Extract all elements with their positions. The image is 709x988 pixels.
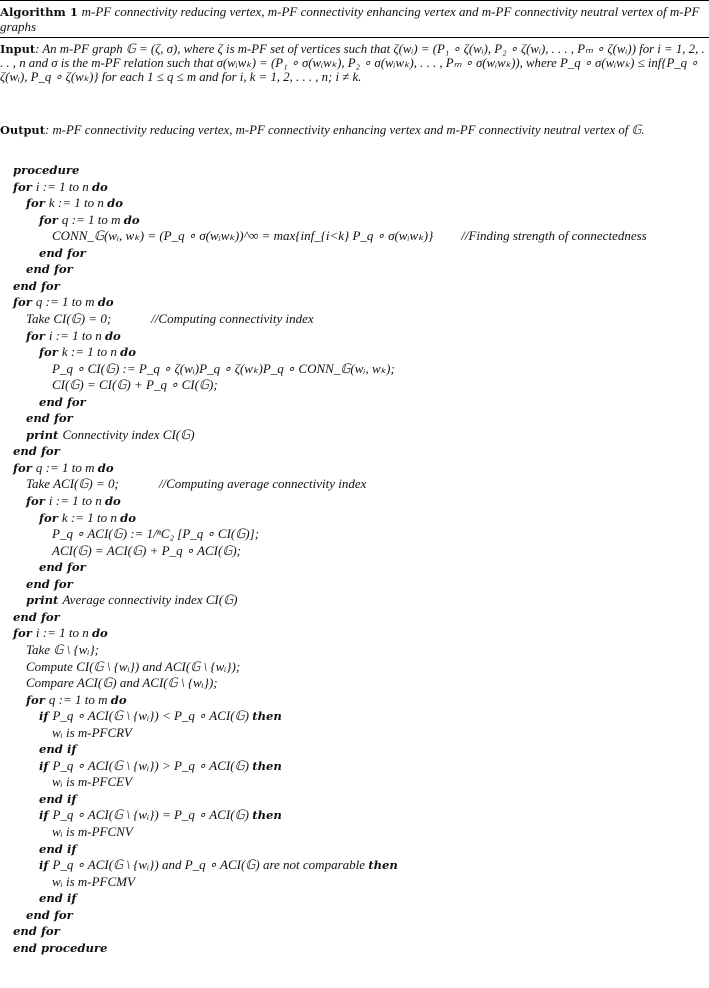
code-text: i := 1 to n	[35, 178, 92, 194]
code-line	[13, 294, 114, 310]
code-line	[13, 609, 60, 625]
caption-rule	[0, 37, 709, 38]
keyword: for	[13, 179, 36, 194]
input-block	[0, 42, 705, 85]
code-line	[39, 857, 398, 873]
code-line	[39, 245, 86, 261]
keyword: print	[26, 427, 63, 442]
code-line	[26, 476, 366, 491]
keyword: if	[39, 758, 53, 773]
output-block	[0, 123, 705, 137]
keyword: do	[91, 179, 108, 194]
keyword: end for	[26, 262, 73, 277]
code-line	[52, 725, 132, 740]
algorithm-label: Algorithm 1	[0, 5, 78, 19]
keyword: for	[26, 494, 49, 508]
keyword: do	[97, 295, 114, 310]
code-line	[26, 261, 73, 277]
keyword: for	[39, 510, 62, 525]
code-line	[13, 923, 60, 939]
keyword: for	[39, 212, 62, 227]
keyword: for	[26, 692, 49, 707]
keyword: end for	[26, 411, 73, 426]
code-text: q := 1 to m	[35, 459, 98, 475]
keyword: for	[13, 295, 36, 310]
code-text: P_q ∘ ACI(𝔾) := 1/ⁿC₂ [P_q ∘ CI(𝔾)];	[52, 526, 260, 542]
code-line	[26, 195, 123, 211]
code-line	[26, 642, 99, 657]
code-text: P_q ∘ CI(𝔾) := P_q ∘ ζ(wᵢ)P_q ∘ ζ(wₖ)P_q ∘ CONN_𝔾(wᵢ, wₖ);	[52, 360, 395, 376]
code-line	[52, 543, 241, 558]
code-line	[52, 526, 259, 541]
keyword: for	[26, 328, 49, 343]
code-text: P_q ∘ ACI(𝔾 \ {wᵢ}) > P_q ∘ ACI(𝔾)	[52, 757, 253, 773]
algorithm-caption	[0, 5, 705, 34]
code-line	[26, 659, 240, 674]
keyword: if	[39, 709, 53, 724]
code-text: i := 1 to n	[48, 327, 105, 343]
keyword: end for	[26, 907, 73, 922]
code-line	[52, 824, 133, 839]
code-line	[39, 394, 86, 410]
keyword: end if	[39, 841, 77, 856]
keyword: end if	[39, 891, 77, 906]
keyword: end for	[13, 444, 60, 459]
keyword: do	[97, 460, 114, 475]
keyword: if	[39, 808, 53, 823]
code-line	[39, 890, 76, 906]
code-line	[26, 427, 195, 443]
code-line	[13, 625, 108, 641]
code-text: k := 1 to n	[48, 195, 108, 211]
keyword: then	[368, 858, 398, 873]
code-line	[13, 940, 107, 956]
code-text: wᵢ is m-PFCRV	[52, 724, 132, 740]
keyword: end if	[39, 742, 77, 757]
code-text: wᵢ is m-PFCEV	[52, 774, 133, 790]
code-line	[13, 460, 114, 476]
code-comment: //Computing average connectivity index	[158, 476, 367, 492]
keyword: then	[252, 808, 282, 823]
code-text: Compute CI(𝔾 \ {wᵢ}) and ACI(𝔾 \ {wᵢ});	[26, 658, 241, 674]
code-line	[39, 559, 86, 575]
keyword: do	[123, 212, 140, 227]
code-line	[26, 493, 121, 509]
keyword: end for	[26, 576, 73, 591]
keyword: print	[26, 593, 63, 608]
code-line	[26, 328, 121, 344]
keyword: end for	[39, 245, 86, 260]
code-line	[39, 791, 76, 807]
code-line	[39, 741, 76, 757]
code-line	[26, 576, 73, 592]
code-text: P_q ∘ ACI(𝔾 \ {wᵢ}) < P_q ∘ ACI(𝔾)	[52, 708, 253, 724]
keyword: end for	[13, 609, 60, 624]
code-text: Compare ACI(𝔾) and ACI(𝔾 \ {wᵢ});	[26, 675, 218, 691]
keyword: end procedure	[13, 940, 108, 955]
code-text: q := 1 to m	[48, 691, 111, 707]
code-line	[52, 377, 218, 392]
code-line	[39, 841, 76, 857]
keyword: do	[104, 494, 121, 508]
code-text: P_q ∘ ACI(𝔾 \ {wᵢ}) = P_q ∘ ACI(𝔾)	[52, 807, 253, 823]
code-line	[13, 278, 60, 294]
code-text: P_q ∘ ACI(𝔾 \ {wᵢ}) and P_q ∘ ACI(𝔾) are not comparable	[52, 857, 369, 873]
code-line	[13, 162, 79, 178]
keyword: for	[39, 345, 62, 360]
code-line	[52, 874, 135, 889]
code-line	[26, 311, 314, 326]
keyword: end for	[13, 924, 60, 939]
code-line	[39, 344, 136, 360]
code-text: wᵢ is m-PFCNV	[52, 824, 133, 839]
code-text: wᵢ is m-PFCMV	[52, 873, 135, 889]
code-text: q := 1 to m	[35, 294, 98, 310]
input-label: Input	[0, 42, 36, 56]
output-text: : m-PF connectivity reducing vertex, m-PF connectivity enhancing vertex and m-PF connectivity neutral vertex of 𝔾.	[44, 123, 645, 137]
input-text: : An m-PF graph 𝔾 = (ζ, σ), where ζ is m-PF set of vertices such that ζ(wᵢ) = (P₁ ∘ ζ(wᵢ), P₂ ∘ ζ(wᵢ), . . . , Pₘ ∘ ζ(wᵢ)) for i = 1, 2, . . . , n and σ is the m-PF relation such that σ(wᵢwₖ) = (P₁ ∘ σ(wᵢwₖ), P₂ ∘ σ(wᵢwₖ), . . . , Pₘ ∘ σ(wᵢwₖ)), where P_q ∘ σ(wᵢwₖ) ≤ inf{P_q ∘ ζ(wᵢ), P_q ∘ ζ(wₖ)} for each 1 ≤ q ≤ m and for i, k = 1, 2, . . . , n; i ≠ k.	[0, 42, 705, 85]
code-line	[52, 774, 132, 789]
code-line	[52, 228, 647, 244]
code-line	[39, 510, 136, 526]
code-text: Average connectivity index CI(𝔾)	[62, 592, 238, 608]
keyword: end if	[39, 791, 77, 806]
code-text: i := 1 to n	[35, 625, 92, 641]
keyword: end for	[39, 560, 86, 575]
code-text: CONN_𝔾(wᵢ, wₖ) = (P_q ∘ σ(wᵢwₖ))^∞ = max{inf_{i<k} P_q ∘ σ(wᵢwₖ)}	[52, 228, 434, 244]
code-text: k := 1 to n	[61, 344, 121, 360]
code-line	[13, 179, 108, 195]
keyword: end for	[39, 394, 86, 409]
code-line	[39, 758, 282, 774]
code-text: i := 1 to n	[48, 493, 105, 508]
top-rule	[0, 0, 709, 1]
keyword: end for	[13, 278, 60, 293]
keyword: do	[120, 345, 136, 360]
code-comment: //Computing connectivity index	[151, 310, 314, 326]
keyword: do	[107, 196, 123, 211]
code-line	[39, 708, 282, 724]
keyword: if	[39, 858, 53, 873]
code-line	[26, 692, 127, 708]
code-line	[39, 807, 282, 823]
keyword: do	[104, 328, 121, 343]
algorithm-title: m-PF connectivity reducing vertex, m-PF connectivity enhancing vertex and m-PF connectivity neutral vertex of m-PF graphs	[0, 4, 700, 34]
code-line	[26, 592, 237, 608]
keyword: for	[13, 626, 36, 641]
code-text: q := 1 to m	[61, 211, 124, 227]
code-text: Take 𝔾 \ {wᵢ};	[26, 641, 99, 657]
output-label: Output	[0, 123, 45, 137]
keyword: for	[26, 196, 49, 211]
keyword: do	[110, 692, 127, 707]
keyword: for	[13, 460, 36, 475]
code-line	[13, 443, 60, 459]
code-line	[52, 361, 395, 376]
code-text: Connectivity index CI(𝔾)	[62, 426, 195, 442]
code-text: ACI(𝔾) = ACI(𝔾) + P_q ∘ ACI(𝔾);	[52, 542, 242, 558]
code-comment: //Finding strength of connectedness	[461, 228, 647, 244]
code-text: Take CI(𝔾) = 0;	[26, 310, 112, 326]
code-line	[39, 212, 140, 228]
code-text: CI(𝔾) = CI(𝔾) + P_q ∘ CI(𝔾);	[52, 377, 218, 393]
keyword: do	[91, 626, 108, 641]
code-text: Take ACI(𝔾) = 0;	[26, 476, 119, 492]
keyword: do	[120, 510, 136, 525]
code-line	[26, 907, 73, 923]
code-line	[26, 675, 218, 690]
keyword: procedure	[13, 163, 80, 177]
code-line	[26, 410, 73, 426]
keyword: then	[252, 709, 282, 724]
keyword: then	[252, 758, 282, 773]
code-text: k := 1 to n	[61, 509, 121, 525]
